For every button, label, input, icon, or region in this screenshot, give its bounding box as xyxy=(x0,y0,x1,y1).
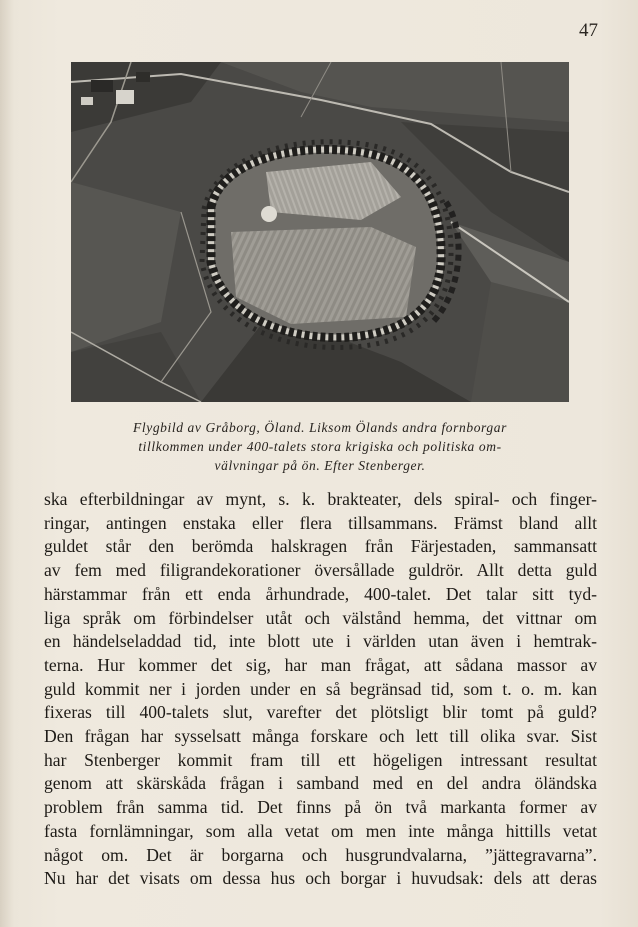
text-line: guldet står den berömda halskragen från Färjestaden, sammansatt xyxy=(44,536,597,557)
text-line: genom att skärskåda frågan i samband med en del andra öländska xyxy=(44,773,597,794)
caption-line: tillkommen under 400-talets stora krigiska och politiska om- xyxy=(138,439,502,454)
text-line: problem från samma tid. Det finns på ön två markanta former av xyxy=(44,797,597,818)
text-line: terna. Hur kommer det sig, har man frågat, att sådana massor av xyxy=(44,654,597,675)
text-line: Nu har det visats om dessa hus och borgar i huvudsak: dels att deras xyxy=(44,868,597,889)
body-text xyxy=(44,488,597,891)
text-line: Den frågan har sysselsatt många forskare och lett till olika svar. Sist xyxy=(44,726,597,747)
text-line: har Stenberger kommit fram till ett högeligen intressant resultat xyxy=(44,749,597,770)
aerial-photo xyxy=(71,62,569,402)
text-line: av fem med filigrandekorationer översållade guldrör. Allt detta guld xyxy=(44,560,597,581)
text-line: liga språk om förbindelser utåt och välstånd hemma, det vittnar om xyxy=(44,607,597,628)
text-line: ska efterbildningar av mynt, s. k. brakteater, dels spiral- och finger- xyxy=(44,489,597,509)
text-line: fixeras till 400-talets slut, varefter det plötsligt blir tomt på guld? xyxy=(44,702,597,723)
photo-caption xyxy=(80,418,560,475)
text-line: en händelseladdad tid, inte blott ute i världen utan även i hemtrak- xyxy=(44,631,597,652)
text-line: härstammar från ett enda århundrade, 400-talet. Det talar sitt tyd- xyxy=(44,583,597,604)
text-line: guld kommit ner i jorden under en så begränsad tid, som t. o. m. kan xyxy=(44,678,597,699)
aerial-photo-image xyxy=(71,62,569,402)
text-line: något om. Det är borgarna och husgrundvalarna, ”jättegravarna”. xyxy=(44,844,597,865)
text-line: fasta fornlämningar, som alla vetat om men inte många hittills vetat xyxy=(44,820,597,841)
caption-line: välvningar på ön. Efter Stenberger. xyxy=(214,458,426,473)
page-number: 47 xyxy=(579,20,598,41)
caption-line: Flygbild av Gråborg, Öland. Liksom Ölands andra fornborgar xyxy=(133,420,507,435)
text-line: ringar, antingen enstaka eller flera tillsammans. Främst bland allt xyxy=(44,512,597,533)
